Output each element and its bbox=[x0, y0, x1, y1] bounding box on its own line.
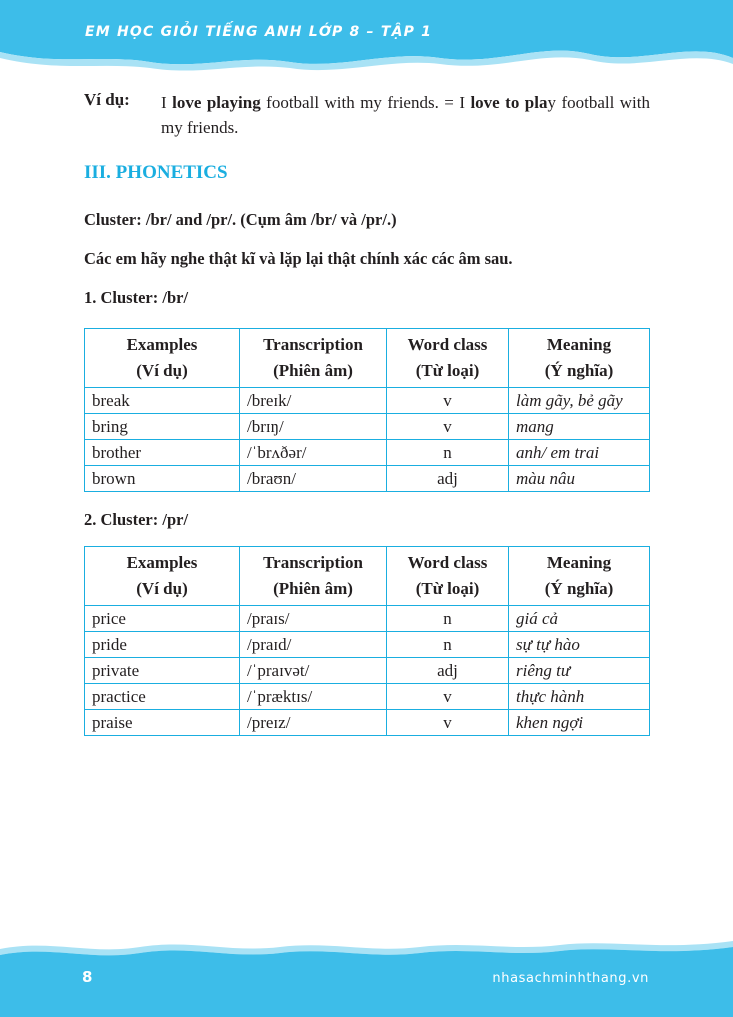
meaning-cell: thực hành bbox=[509, 684, 650, 710]
col-header-meaning: Meaning (Ý nghĩa) bbox=[509, 329, 650, 388]
meaning-cell: khen ngợi bbox=[509, 710, 650, 736]
word-class-cell: v bbox=[387, 710, 509, 736]
ipa-cell: /praɪs/ bbox=[240, 606, 387, 632]
page-number: 8 bbox=[82, 968, 93, 986]
word-class-cell: v bbox=[387, 388, 509, 414]
ipa-cell: /braʊn/ bbox=[240, 466, 387, 492]
word-cell: practice bbox=[85, 684, 240, 710]
ipa-cell: /brɪŋ/ bbox=[240, 414, 387, 440]
col-header-examples: Examples (Ví dụ) bbox=[85, 547, 240, 606]
instruction-text: Các em hãy nghe thật kĩ và lặp lại thật chính xác các âm sau. bbox=[84, 249, 513, 268]
ipa-cell: /preɪz/ bbox=[240, 710, 387, 736]
cluster-intro: Cluster: /br/ and /pr/. (Cụm âm /br/ và /pr/.) bbox=[84, 210, 397, 229]
col-header-examples: Examples (Ví dụ) bbox=[85, 329, 240, 388]
word-class-cell: n bbox=[387, 440, 509, 466]
meaning-cell: sự tự hào bbox=[509, 632, 650, 658]
word-class-cell: v bbox=[387, 414, 509, 440]
meaning-cell: làm gãy, bẻ gãy bbox=[509, 388, 650, 414]
table-row bbox=[85, 632, 650, 658]
table-row bbox=[85, 466, 650, 492]
word-class-cell: adj bbox=[387, 466, 509, 492]
table-header-row bbox=[85, 329, 650, 388]
header-wave-banner bbox=[0, 0, 733, 80]
col-header-word-class: Word class (Từ loại) bbox=[387, 547, 509, 606]
pr-table bbox=[84, 546, 650, 736]
col-header-transcription: Transcription (Phiên âm) bbox=[240, 547, 387, 606]
word-cell: break bbox=[85, 388, 240, 414]
example-label: Ví dụ: bbox=[84, 90, 130, 109]
table-header-row bbox=[85, 547, 650, 606]
footer-website: nhasachminhthang.vn bbox=[492, 971, 649, 986]
ipa-cell: /ˈpraɪvət/ bbox=[240, 658, 387, 684]
table-row bbox=[85, 440, 650, 466]
col-header-meaning: Meaning (Ý nghĩa) bbox=[509, 547, 650, 606]
meaning-cell: mang bbox=[509, 414, 650, 440]
word-class-cell: v bbox=[387, 684, 509, 710]
word-cell: bring bbox=[85, 414, 240, 440]
br-cluster-heading: 1. Cluster: /br/ bbox=[84, 288, 189, 307]
example-sentence: I love playing football with my friends. = I love to play football with my friends. bbox=[161, 93, 650, 137]
ipa-cell: /ˈpræktɪs/ bbox=[240, 684, 387, 710]
col-header-transcription: Transcription (Phiên âm) bbox=[240, 329, 387, 388]
pr-cluster-heading: 2. Cluster: /pr/ bbox=[84, 510, 189, 529]
table-row bbox=[85, 684, 650, 710]
word-cell: brown bbox=[85, 466, 240, 492]
br-table bbox=[84, 328, 650, 492]
word-cell: private bbox=[85, 658, 240, 684]
header-title: EM HỌC GIỎI TIẾNG ANH LỚP 8 – TẬP 1 bbox=[85, 24, 433, 40]
ipa-cell: /breɪk/ bbox=[240, 388, 387, 414]
word-cell: price bbox=[85, 606, 240, 632]
table-row bbox=[85, 414, 650, 440]
word-class-cell: adj bbox=[387, 658, 509, 684]
meaning-cell: màu nâu bbox=[509, 466, 650, 492]
word-cell: praise bbox=[85, 710, 240, 736]
word-cell: pride bbox=[85, 632, 240, 658]
meaning-cell: giá cả bbox=[509, 606, 650, 632]
word-cell: brother bbox=[85, 440, 240, 466]
table-row bbox=[85, 710, 650, 736]
meaning-cell: riêng tư bbox=[509, 658, 650, 684]
table-row bbox=[85, 388, 650, 414]
table-row bbox=[85, 658, 650, 684]
meaning-cell: anh/ em trai bbox=[509, 440, 650, 466]
word-class-cell: n bbox=[387, 632, 509, 658]
ipa-cell: /praɪd/ bbox=[240, 632, 387, 658]
col-header-word-class: Word class (Từ loại) bbox=[387, 329, 509, 388]
word-class-cell: n bbox=[387, 606, 509, 632]
section-heading-phonetics: III. PHONETICS bbox=[84, 162, 228, 183]
ipa-cell: /ˈbrʌðər/ bbox=[240, 440, 387, 466]
table-row bbox=[85, 606, 650, 632]
